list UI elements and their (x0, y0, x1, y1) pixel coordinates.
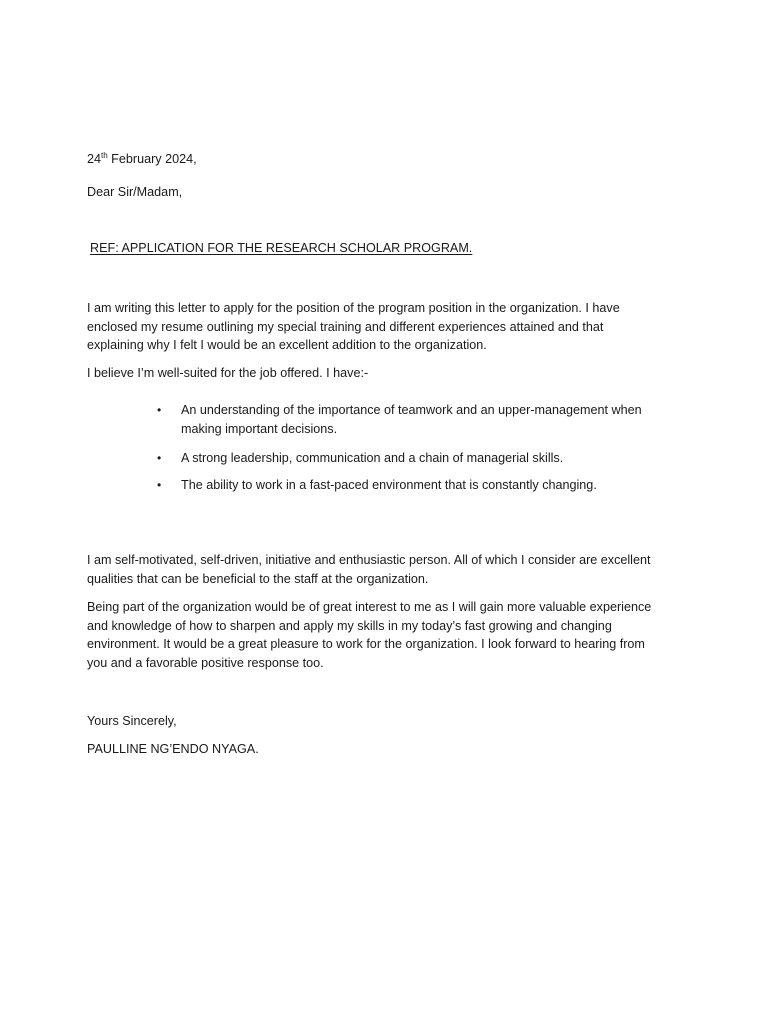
interest-paragraph (87, 598, 651, 672)
date-month-year: February 2024, (107, 152, 197, 166)
reference-line: REF: APPLICATION FOR THE RESEARCH SCHOLAR PROGRAM. (90, 241, 473, 255)
bullet-icon: • (157, 403, 162, 417)
paragraph-line: and knowledge of how to sharpen and apply my skills in my today’s fast growing and changing (87, 618, 612, 633)
qualifications-intro: I believe I’m well-suited for the job offered. I have:- (87, 366, 369, 380)
salutation: Dear Sir/Madam, (87, 185, 183, 199)
paragraph-line: I am writing this letter to apply for the position of the program position in the organization. I have (87, 301, 620, 315)
letter-date (87, 150, 197, 169)
bullet-icon: • (157, 451, 162, 465)
date-suffix: th (101, 151, 108, 160)
closing: Yours Sincerely, (87, 714, 177, 728)
paragraph-line: qualities that can be beneficial to the staff at the organization. (87, 571, 429, 586)
bullet-icon: • (157, 478, 162, 492)
paragraph-line: you and a favorable positive response too. (87, 655, 324, 670)
list-item-text (181, 449, 563, 468)
paragraph-line: environment. It would be a great pleasure to work for the organization. I look forward to hearing from (87, 637, 645, 651)
paragraph-line: Being part of the organization would be of great interest to me as I will gain more valuable experience (87, 600, 652, 614)
list-item-line: making important decisions. (181, 421, 338, 436)
list-item-line: The ability to work in a fast-paced environment that is constantly changing. (181, 478, 597, 492)
list-item-text (181, 476, 597, 495)
list-item-text (181, 401, 642, 438)
list-item-line: A strong leadership, communication and a chain of managerial skills. (181, 451, 564, 465)
paragraph-line: I am self-motivated, self-driven, initiative and enthusiastic person. All of which I consider are excellent (87, 553, 651, 567)
self-description-paragraph (87, 551, 651, 588)
opening-paragraph (87, 299, 620, 355)
signature-name: PAULLINE NG’ENDO NYAGA. (87, 742, 259, 756)
paragraph-line: explaining why I felt I would be an excellent addition to the organization. (87, 338, 487, 352)
paragraph-line: enclosed my resume outlining my special training and different experiences attained and that (87, 319, 604, 334)
date-day: 24 (87, 152, 102, 166)
list-item-line: An understanding of the importance of teamwork and an upper-management when (181, 403, 642, 417)
